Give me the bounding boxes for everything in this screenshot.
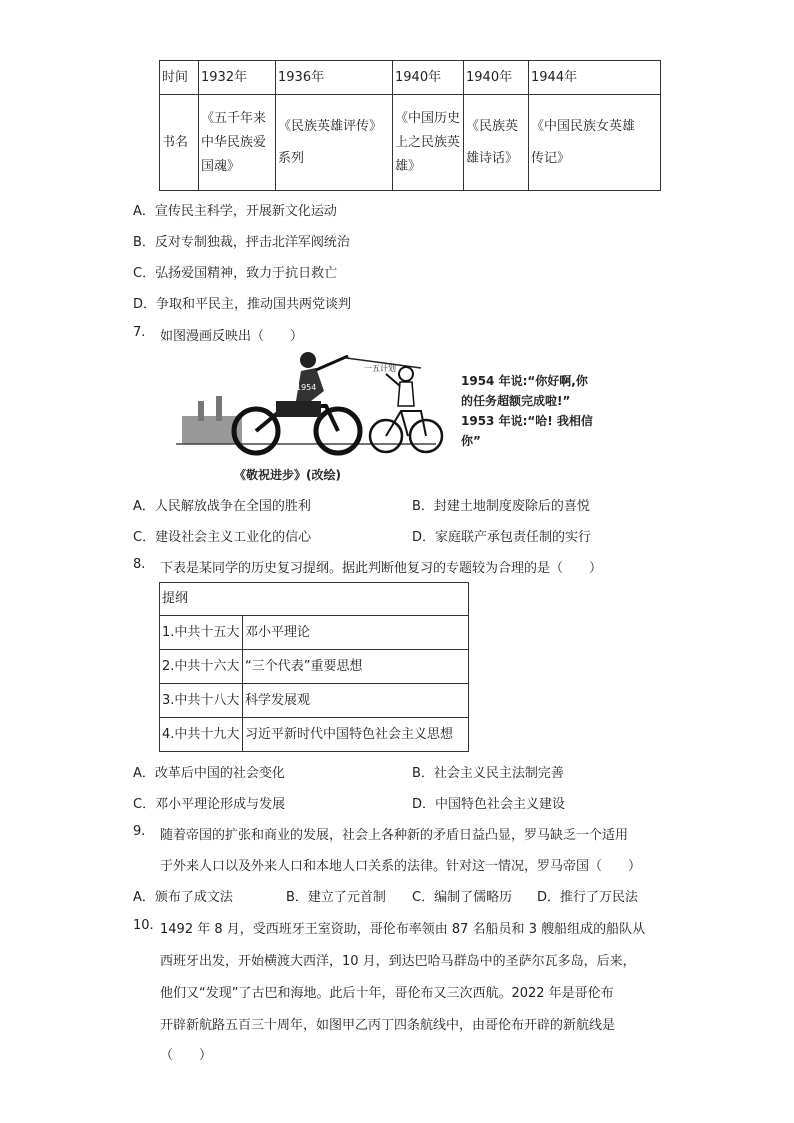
outline-congress: 3.中共十八大 bbox=[160, 684, 243, 718]
q8-option-d[interactable]: D．中国特色社会主义建设 bbox=[412, 797, 566, 812]
q10-stem-line: 他们又“发现”了古巴和海地。此后十年，哥伦布又三次西航。2022 年是哥伦布 bbox=[160, 986, 614, 1001]
book-cell bbox=[393, 95, 464, 191]
q9-option-a[interactable]: A．颁布了成文法 bbox=[133, 890, 233, 905]
q8-number: 8. bbox=[133, 557, 146, 572]
q9-option-c[interactable]: C．编制了儒略历 bbox=[412, 890, 513, 905]
outline-theory: 习近平新时代中国特色社会主义思想 bbox=[243, 718, 469, 752]
q8-stem: 下表是某同学的历史复习提纲。据此判断他复习的专题较为合理的是（ ） bbox=[160, 561, 603, 576]
year-cell: 1944年 bbox=[529, 61, 661, 95]
q6-option-a[interactable]: A．宣传民主科学，开展新文化运动 bbox=[133, 204, 337, 219]
q10-stem-line: 开辟新航路五百三十周年，如图甲乙丙丁四条航线中，由哥伦布开辟的新航线是 bbox=[160, 1018, 616, 1033]
q7-option-a[interactable]: A．人民解放战争在全国的胜利 bbox=[133, 499, 311, 514]
table-header-label: 时间 bbox=[160, 61, 199, 95]
book-table bbox=[159, 60, 661, 191]
outline-congress: 4.中共十九大 bbox=[160, 718, 243, 752]
q7-stem: 如图漫画反映出（ ） bbox=[160, 329, 304, 344]
cartoon-quote-line: 的任务超额完成啦!” bbox=[461, 394, 571, 408]
outline-theory: 科学发展观 bbox=[243, 684, 469, 718]
q8-option-c[interactable]: C．邓小平理论形成与发展 bbox=[133, 797, 286, 812]
book-title: 《五千年来 中华民族爱 国魂》 bbox=[201, 110, 267, 174]
q6-option-b[interactable]: B．反对专制独裁，抨击北洋军阀统治 bbox=[133, 235, 350, 250]
q9-option-d[interactable]: D．推行了万民法 bbox=[537, 890, 639, 905]
q9-option-b[interactable]: B．建立了元首制 bbox=[286, 890, 386, 905]
q9-number: 9. bbox=[133, 824, 146, 839]
q7-number: 7. bbox=[133, 325, 146, 340]
cartoon-figure bbox=[176, 346, 626, 486]
book-title: 《中国民族女英雄 传记》 bbox=[531, 118, 636, 166]
q9-stem-line: 于外来人口以及外来人口和本地人口关系的法律。针对这一情况，罗马帝国（ ） bbox=[160, 859, 642, 874]
q7-option-b[interactable]: B．封建土地制度废除后的喜悦 bbox=[412, 499, 590, 514]
outline-congress: 1.中共十五大 bbox=[160, 616, 243, 650]
q7-option-d[interactable]: D．家庭联产承包责任制的实行 bbox=[412, 530, 592, 545]
book-cell bbox=[276, 95, 393, 191]
outline-table bbox=[159, 582, 469, 752]
q10-number: 10. bbox=[133, 918, 154, 933]
cartoon-quote-line: 1954 年说:“你好啊,你 bbox=[461, 374, 588, 388]
rider-plate: 1954 bbox=[296, 383, 317, 392]
outline-theory: “三个代表”重要思想 bbox=[243, 650, 469, 684]
table-row-label: 书名 bbox=[160, 95, 199, 191]
q7-option-c[interactable]: C．建设社会主义工业化的信心 bbox=[133, 530, 312, 545]
outline-congress: 2.中共十六大 bbox=[160, 650, 243, 684]
cartoon-quote-line: 你” bbox=[461, 434, 481, 448]
q6-option-d[interactable]: D．争取和平民主，推动国共两党谈判 bbox=[133, 297, 352, 312]
book-title: 《民族英 雄诗话》 bbox=[466, 118, 519, 166]
book-cell bbox=[464, 95, 529, 191]
q8-option-a[interactable]: A．改革后中国的社会变化 bbox=[133, 766, 285, 781]
q10-answer-blank: （ ） bbox=[160, 1048, 213, 1063]
book-title: 《中国历史 上之民族英 雄》 bbox=[395, 110, 461, 174]
q10-stem-line: 西班牙出发，开始横渡大西洋，10 月，到达巴哈马群岛中的圣萨尔瓦多岛，后来， bbox=[160, 954, 636, 969]
outline-header: 提纲 bbox=[160, 583, 469, 616]
year-cell: 1932年 bbox=[199, 61, 276, 95]
q6-option-c[interactable]: C．弘扬爱国精神，致力于抗日救亡 bbox=[133, 266, 338, 281]
book-cell bbox=[199, 95, 276, 191]
book-title: 《民族英雄评传》 系列 bbox=[278, 118, 383, 166]
cartoon-quote-line: 1953 年说:“哈! 我相信 bbox=[461, 414, 593, 428]
q10-stem-line: 1492 年 8 月，受西班牙王室资助，哥伦布率领由 87 名船员和 3 艘船组成的船队从 bbox=[160, 922, 646, 937]
q8-option-b[interactable]: B．社会主义民主法制完善 bbox=[412, 766, 564, 781]
plan-banner: 一五计划 bbox=[364, 364, 396, 373]
q9-stem-line: 随着帝国的扩张和商业的发展，社会上各种新的矛盾日益凸显，罗马缺乏一个适用 bbox=[160, 828, 629, 843]
year-cell: 1936年 bbox=[276, 61, 393, 95]
outline-theory: 邓小平理论 bbox=[243, 616, 469, 650]
book-cell bbox=[529, 95, 661, 191]
year-cell: 1940年 bbox=[464, 61, 529, 95]
year-cell: 1940年 bbox=[393, 61, 464, 95]
cartoon-caption: 《敬祝进步》(改绘) bbox=[234, 468, 341, 482]
